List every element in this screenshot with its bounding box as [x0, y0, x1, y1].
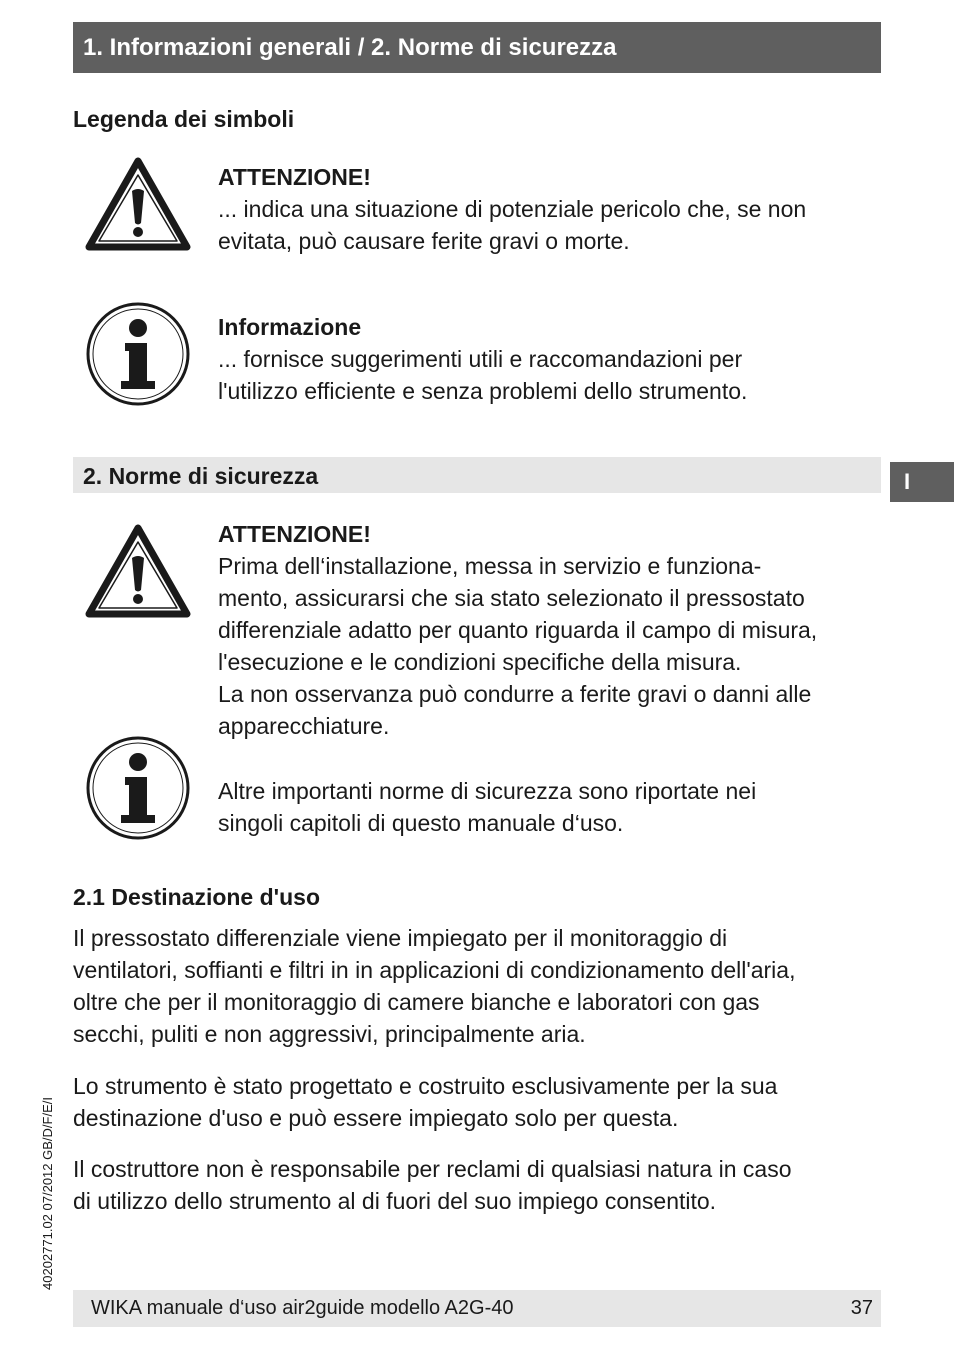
paragraph-line: destinazione d'uso e può essere impiegato solo per questa.	[73, 1105, 679, 1131]
info-circle-icon	[85, 735, 191, 841]
safety-info-line: Altre importanti norme di sicurezza sono riportate nei	[218, 778, 757, 804]
paragraph-line: ventilatori, soffianti e filtri in in applicazioni di condizionamento dell'aria,	[73, 957, 796, 983]
safety-warning-title: ATTENZIONE!	[218, 521, 371, 547]
legend-warning-text	[218, 161, 806, 257]
page-header: 1. Informazioni generali / 2. Norme di sicurezza	[73, 22, 881, 73]
paragraph-line: secchi, puliti e non aggressivi, principalmente aria.	[73, 1021, 586, 1047]
safety-warning-line: La non osservanza può condurre a ferite gravi o danni alle	[218, 681, 812, 707]
page-footer	[73, 1290, 881, 1327]
footer-text: WIKA manuale d‘uso air2guide modello A2G-40	[91, 1297, 514, 1319]
intended-use-paragraph	[73, 922, 795, 1050]
safety-warning-line: differenziale adatto per quanto riguarda il campo di misura,	[218, 617, 818, 643]
legend-warning-title: ATTENZIONE!	[218, 164, 371, 190]
safety-info-line: singoli capitoli di questo manuale d‘uso.	[218, 810, 624, 836]
language-tab: I	[890, 462, 954, 502]
legend-warning-line: ... indica una situazione di potenziale pericolo che, se non	[218, 196, 807, 222]
document-code: 40202771.02 07/2012 GB/D/F/E/I	[40, 1097, 55, 1290]
paragraph-line: di utilizzo dello strumento al di fuori del suo impiego consentito.	[73, 1188, 717, 1214]
paragraph-line: Lo strumento è stato progettato e costruito esclusivamente per la sua	[73, 1073, 778, 1099]
safety-info-text	[218, 775, 756, 839]
paragraph-line: Il pressostato differenziale viene impiegato per il monitoraggio di	[73, 925, 728, 951]
warning-triangle-icon	[83, 522, 193, 622]
safety-warning-text	[218, 518, 817, 742]
paragraph-line: Il costruttore non è responsabile per reclami di qualsiasi natura in caso	[73, 1156, 792, 1182]
intended-use-paragraph	[73, 1153, 792, 1217]
legend-info-line: l'utilizzo efficiente e senza problemi dello strumento.	[218, 378, 748, 404]
paragraph-line: oltre che per il monitoraggio di camere bianche e laboratori con gas	[73, 989, 760, 1015]
legend-info-line: ... fornisce suggerimenti utili e raccomandazioni per	[218, 346, 743, 372]
safety-warning-line: mento, assicurarsi che sia stato selezionato il pressostato	[218, 585, 805, 611]
section-heading-safety: 2. Norme di sicurezza	[73, 457, 881, 493]
intended-use-paragraph	[73, 1070, 777, 1134]
legend-info-text	[218, 311, 747, 407]
warning-triangle-icon	[83, 155, 193, 255]
safety-warning-line: apparecchiature.	[218, 713, 390, 739]
safety-warning-line: l'esecuzione e le condizioni specifiche della misura.	[218, 649, 742, 675]
safety-warning-line: Prima dell‘installazione, messa in servizio e funziona-	[218, 553, 762, 579]
info-circle-icon	[85, 301, 191, 407]
legend-info-title: Informazione	[218, 314, 362, 340]
intended-use-heading: 2.1 Destinazione d'uso	[73, 884, 321, 910]
legend-warning-line: evitata, può causare ferite gravi o morte.	[218, 228, 630, 254]
page-number: 37	[850, 1297, 873, 1319]
legend-heading: Legenda dei simboli	[73, 106, 295, 132]
